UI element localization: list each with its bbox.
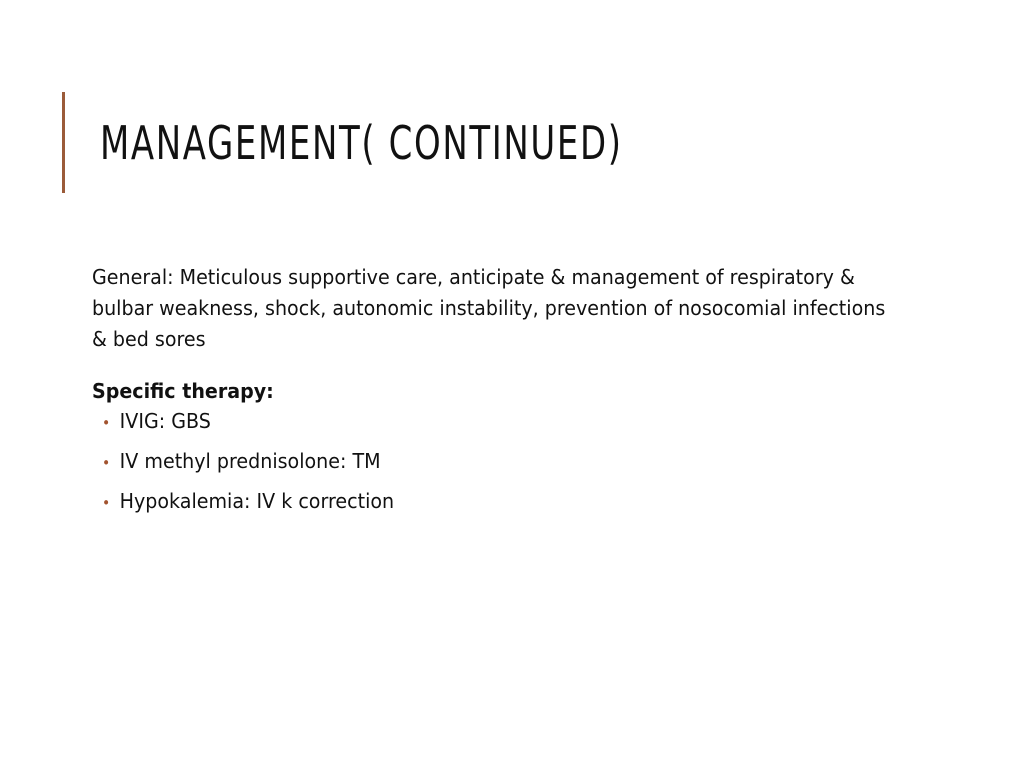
bullet-icon: •: [102, 454, 111, 472]
therapy-list: [92, 407, 902, 517]
list-item: [102, 407, 846, 437]
bullet-icon: •: [102, 494, 111, 512]
specific-therapy-heading: Specific therapy:: [92, 379, 274, 403]
list-item: [102, 487, 846, 517]
title-accent-bar: [62, 92, 65, 193]
list-item-text: IVIG: GBS: [119, 409, 211, 433]
list-item: [102, 447, 846, 477]
general-paragraph: General: Meticulous supportive care, anticipate & management of respiratory & bulbar weakness, shock, autonomic instability, prevention of nosocomial infections & bed sores: [92, 265, 886, 351]
list-item-text: IV methyl prednisolone: TM: [119, 449, 381, 473]
slide-title: MANAGEMENT( CONTINUED): [100, 116, 623, 170]
slide-body: [92, 262, 902, 517]
bullet-icon: •: [102, 414, 111, 432]
list-item-text: Hypokalemia: IV k correction: [119, 489, 395, 513]
